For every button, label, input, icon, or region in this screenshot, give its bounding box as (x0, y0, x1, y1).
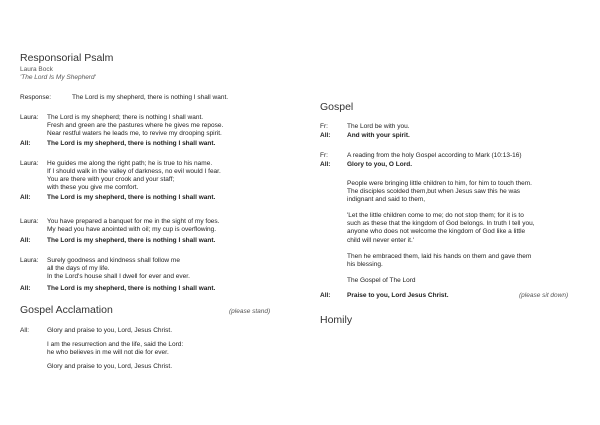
all-response-1 (20, 140, 292, 148)
verse-line: You have prepared a banquet for me in the sight of my foes. (47, 218, 220, 225)
all-label: All: (20, 194, 31, 201)
verse-line: If I should walk in the valley of darkness, no evil would I fear. (47, 168, 221, 175)
response-label: Response: (20, 94, 52, 101)
verse-4 (20, 257, 292, 281)
acclamation-block (20, 327, 292, 371)
verse-speaker: Laura: (20, 257, 39, 264)
verse-2 (20, 160, 292, 192)
gospel-line: such as these that the kingdom of God belongs. In truth I tell you, (347, 220, 535, 228)
fr-text: The Lord be with you. (347, 123, 410, 130)
all-text: The Lord is my shepherd, there is nothing I shall want. (47, 285, 216, 292)
psalm-subtitle: 'The Lord Is My Shepherd' (20, 74, 96, 81)
all-label: All: (20, 327, 30, 334)
gospel-line: Then he embraced them, laid his hands on them and gave them (347, 253, 532, 260)
verse-3 (20, 218, 292, 234)
acclamation-line: Glory and praise to you, Lord, Jesus Christ. (47, 327, 173, 334)
gospel-paragraph-2 (347, 212, 535, 245)
all-response-2 (20, 194, 292, 202)
closing-line: The Gospel of The Lord (347, 277, 416, 284)
all-label: All: (20, 140, 31, 147)
verse-line: You are there with your crook and your staff; (47, 176, 175, 183)
gospel-line: 'Let the little children come to me; do not stop them; for it is to (347, 212, 524, 219)
all-label: All: (320, 132, 331, 139)
sit-note: (please sit down) (519, 292, 569, 299)
all-label: All: (320, 292, 331, 299)
gospel-title: Gospel (320, 101, 354, 113)
fr-line-2 (320, 152, 582, 160)
all-text: Glory to you, O Lord. (347, 161, 412, 168)
gospel-closing (347, 277, 416, 285)
gospel-line: anyone who does not welcome the kingdom of God like a little (347, 228, 526, 236)
all-response-3 (20, 237, 292, 245)
gospel-line: his blessing. (347, 261, 383, 269)
psalm-title: Responsorial Psalm (20, 52, 114, 64)
verse-line: My head you have anointed with oil; my cup is overflowing. (47, 226, 217, 233)
homily-title: Homily (320, 314, 353, 326)
gospel-line: child will never enter it.' (347, 236, 414, 244)
gospel-line: People were bringing little children to him, for him to touch them. (347, 180, 532, 187)
all-response-4 (20, 285, 292, 293)
response-text: The Lord is my shepherd, there is nothing I shall want. (72, 94, 229, 101)
psalm-composer: Laura Bock (20, 66, 53, 73)
response-row (20, 94, 292, 102)
verse-line: In the Lord's house shall I dwell for ever and ever. (47, 273, 190, 280)
verse-line: with these you give me comfort. (47, 184, 139, 191)
all-line-2 (320, 161, 582, 169)
gospel-line: The disciples scolded them,but when Jesus saw this he was (347, 188, 521, 196)
verse-speaker: Laura: (20, 218, 39, 225)
verse-line: Surely goodness and kindness shall follow me (47, 257, 180, 264)
acclamation-verse-line: I am the resurrection and the life, said the Lord: (47, 341, 184, 348)
fr-label: Fr: (320, 152, 328, 159)
verse-1 (20, 114, 292, 138)
acclamation-title: Gospel Acclamation (20, 304, 113, 316)
verse-speaker: Laura: (20, 114, 39, 121)
all-line-1 (320, 132, 582, 140)
verse-line: Near restful waters he leads me, to revive my drooping spirit. (47, 130, 222, 137)
all-text: The Lord is my shepherd, there is nothing I shall want. (47, 194, 216, 201)
all-line-3 (320, 292, 520, 300)
verse-line: all the days of my life. (47, 265, 110, 272)
gospel-line: indignant and said to them, (347, 196, 426, 204)
verse-line: He guides me along the right path; he is true to his name. (47, 160, 213, 167)
fr-line-1 (320, 123, 582, 131)
verse-line: Fresh and green are the pastures where he gives me repose. (47, 122, 224, 129)
verse-line: The Lord is my shepherd; there is nothing I shall want. (47, 114, 204, 121)
stand-note: (please stand) (229, 308, 271, 315)
all-label: All: (20, 237, 31, 244)
gospel-paragraph-3 (347, 253, 531, 269)
all-text: The Lord is my shepherd, there is nothing I shall want. (47, 237, 216, 244)
fr-text: A reading from the holy Gospel according to Mark (10:13-16) (347, 152, 522, 159)
all-text: Praise to you, Lord Jesus Christ. (347, 292, 449, 299)
gospel-paragraph-1 (347, 180, 532, 205)
verse-speaker: Laura: (20, 160, 39, 167)
all-text: The Lord is my shepherd, there is nothing I shall want. (47, 140, 216, 147)
all-label: All: (320, 161, 331, 168)
all-text: And with your spirit. (347, 132, 410, 139)
acclamation-verse-line: he who believes in me will not die for ever. (47, 349, 169, 356)
fr-label: Fr: (320, 123, 328, 130)
acclamation-line: Glory and praise to you, Lord, Jesus Christ. (47, 363, 173, 370)
all-label: All: (20, 285, 31, 292)
